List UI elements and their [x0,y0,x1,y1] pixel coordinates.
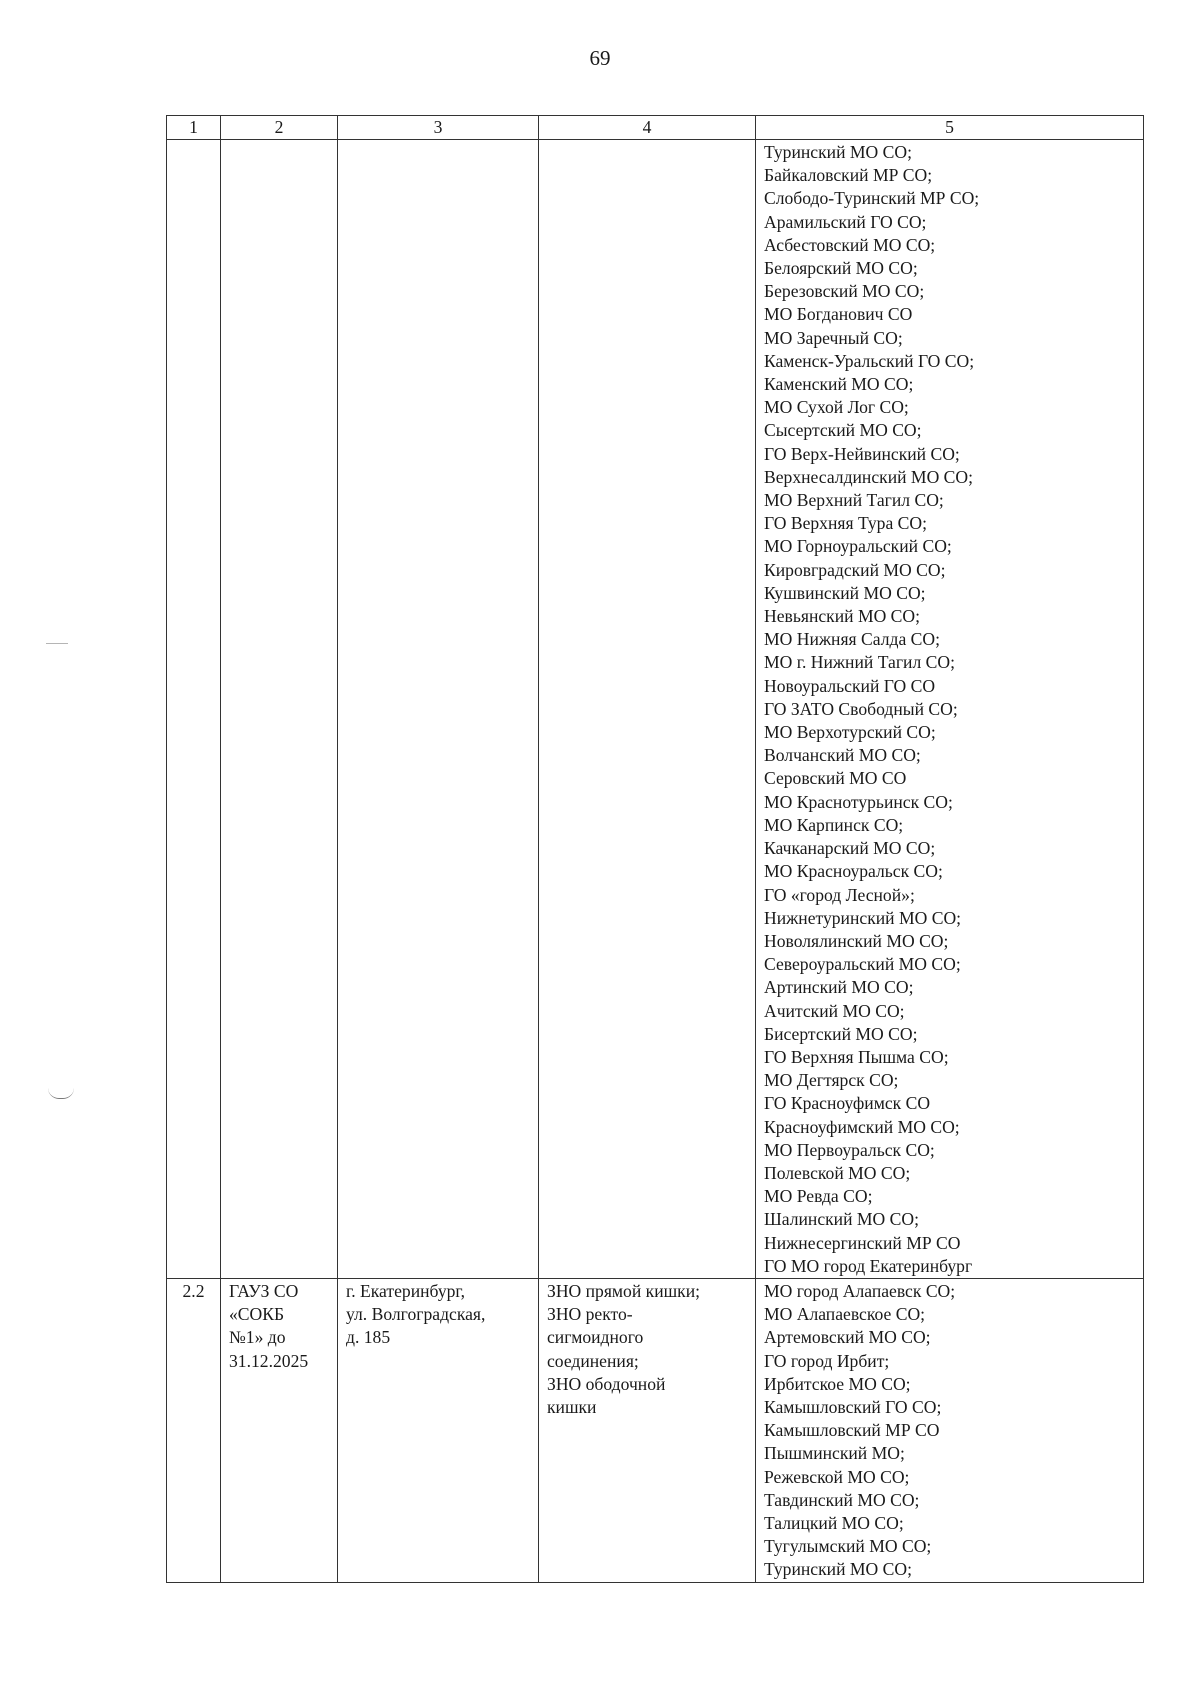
municipality-item: Красноуфимский МО СО; [764,1116,960,1137]
scan-margin-mark [48,1088,74,1099]
municipality-item: Камышловский МР СО [764,1420,940,1441]
municipality-item: Кировградский МО СО; [764,559,946,580]
diagnosis-line: сигмоидного [547,1327,644,1348]
municipality-item: МО Ревда СО; [764,1186,873,1207]
municipality-item: ГО «город Лесной»; [764,884,915,905]
municipality-item: Тавдинский МО СО; [764,1489,920,1510]
municipality-item: ГО город Ирбит; [764,1350,890,1371]
areas-cell [756,1278,1144,1582]
municipality-item: Серовский МО СО [764,768,907,789]
municipality-item: Новоуральский ГО СО [764,675,936,696]
page-number: 69 [589,46,611,70]
municipality-item: Артинский МО СО; [764,977,914,998]
empty-cell [539,140,756,1279]
address-cell [338,1278,539,1582]
table-header-row [167,116,1144,140]
column-header: 3 [338,116,539,140]
municipality-item: Камышловский ГО СО; [764,1396,942,1417]
municipality-item: Березовский МО СО; [764,281,925,302]
municipality-item: МО Алапаевское СО; [764,1304,926,1325]
municipality-item: МО Сухой Лог СО; [764,397,909,418]
organization-line: «СОКБ [229,1304,285,1325]
municipality-item: Пышминский МО; [764,1443,905,1464]
organization-line: 31.12.2025 [229,1350,309,1371]
address-line: г. Екатеринбург, [346,1280,466,1301]
municipality-item: Арамильский ГО СО; [764,211,927,232]
municipality-item: Артемовский МО СО; [764,1327,931,1348]
municipality-item: ГО Красноуфимск СО [764,1093,931,1114]
empty-cell [221,140,338,1279]
municipality-item: Новолялинский МО СО; [764,930,949,951]
municipality-item: Сысертский МО СО; [764,420,922,441]
diagnosis-line: ЗНО ободочной [547,1373,666,1394]
municipality-item: Ирбитское МО СО; [764,1373,911,1394]
municipality-item: Полевской МО СО; [764,1162,911,1183]
municipality-item: Волчанский МО СО; [764,745,921,766]
municipality-item: Тугулымский МО СО; [764,1536,932,1557]
municipality-item: Режевской МО СО; [764,1466,910,1487]
municipality-item: Североуральский МО СО; [764,954,961,975]
municipality-item: МО Карпинск СО; [764,814,904,835]
scan-margin-mark [46,643,68,644]
diagnosis-line: ЗНО ректо- [547,1304,633,1325]
column-header: 1 [167,116,221,140]
address-line: ул. Волгоградская, [346,1304,486,1325]
municipality-item: Талицкий МО СО; [764,1512,904,1533]
municipality-item: Нижнесергинский МР СО [764,1232,961,1253]
column-header: 2 [221,116,338,140]
municipality-item: Каменск-Уральский ГО СО; [764,350,975,371]
municipality-item: Нижнетуринский МО СО; [764,907,962,928]
address-line: д. 185 [346,1327,391,1348]
municipality-item: МО город Алапаевск СО; [764,1280,956,1301]
municipality-item: Байкаловский МР СО; [764,165,933,186]
municipality-item: Асбестовский МО СО; [764,234,936,255]
municipality-item: ГО Верх-Нейвинский СО; [764,443,960,464]
table-row-continued [167,140,1144,1279]
municipality-item: МО Заречный СО; [764,327,903,348]
municipality-item: ГО ЗАТО Свободный СО; [764,698,958,719]
document-table [166,115,1144,1583]
row-number: 2.2 [167,1278,221,1582]
municipality-item: ГО МО город Екатеринбург [764,1255,973,1276]
municipality-item: Качканарский МО СО; [764,838,936,859]
municipality-item: МО Краснотурьинск СО; [764,791,953,812]
municipality-item: МО г. Нижний Тагил СО; [764,652,955,673]
municipality-item: МО Горноуральский СО; [764,536,952,557]
municipality-item: МО Дегтярск СО; [764,1070,899,1091]
municipality-item: МО Верхотурский СО; [764,722,936,743]
municipality-item: МО Богданович СО [764,304,913,325]
empty-cell [167,140,221,1279]
diagnosis-line: кишки [547,1396,597,1417]
municipality-item: Верхнесалдинский МО СО; [764,466,974,487]
diagnosis-line: ЗНО прямой кишки; [547,1280,701,1301]
municipality-item: Туринский МО СО; [764,142,912,162]
municipality-item: Белоярский МО СО; [764,258,918,279]
municipality-item: Бисертский МО СО; [764,1023,918,1044]
organization-line: ГАУЗ СО [229,1280,299,1301]
empty-cell [338,140,539,1279]
municipality-item: ГО Верхняя Пышма СО; [764,1046,949,1067]
municipality-item: Невьянский МО СО; [764,606,921,627]
municipality-item: МО Первоуральск СО; [764,1139,935,1160]
municipality-item: МО Нижняя Салда СО; [764,629,940,650]
column-header: 4 [539,116,756,140]
municipality-item: Кушвинский МО СО; [764,582,926,603]
organization-cell [221,1278,338,1582]
municipality-item: МО Верхний Тагил СО; [764,490,944,511]
organization-line: №1» до [229,1327,286,1348]
table-row [167,1278,1144,1582]
municipality-item: Каменский МО СО; [764,374,914,395]
column-header: 5 [756,116,1144,140]
areas-cell [756,140,1144,1279]
municipality-item: Туринский МО СО; [764,1559,912,1580]
municipality-item: МО Красноуральск СО; [764,861,943,882]
diagnosis-line: соединения; [547,1350,639,1371]
municipality-item: Слободо-Туринский МР СО; [764,188,980,209]
municipality-item: Шалинский МО СО; [764,1209,919,1230]
municipality-item: ГО Верхняя Тура СО; [764,513,927,534]
diagnoses-cell [539,1278,756,1582]
municipality-item: Ачитский МО СО; [764,1000,905,1021]
